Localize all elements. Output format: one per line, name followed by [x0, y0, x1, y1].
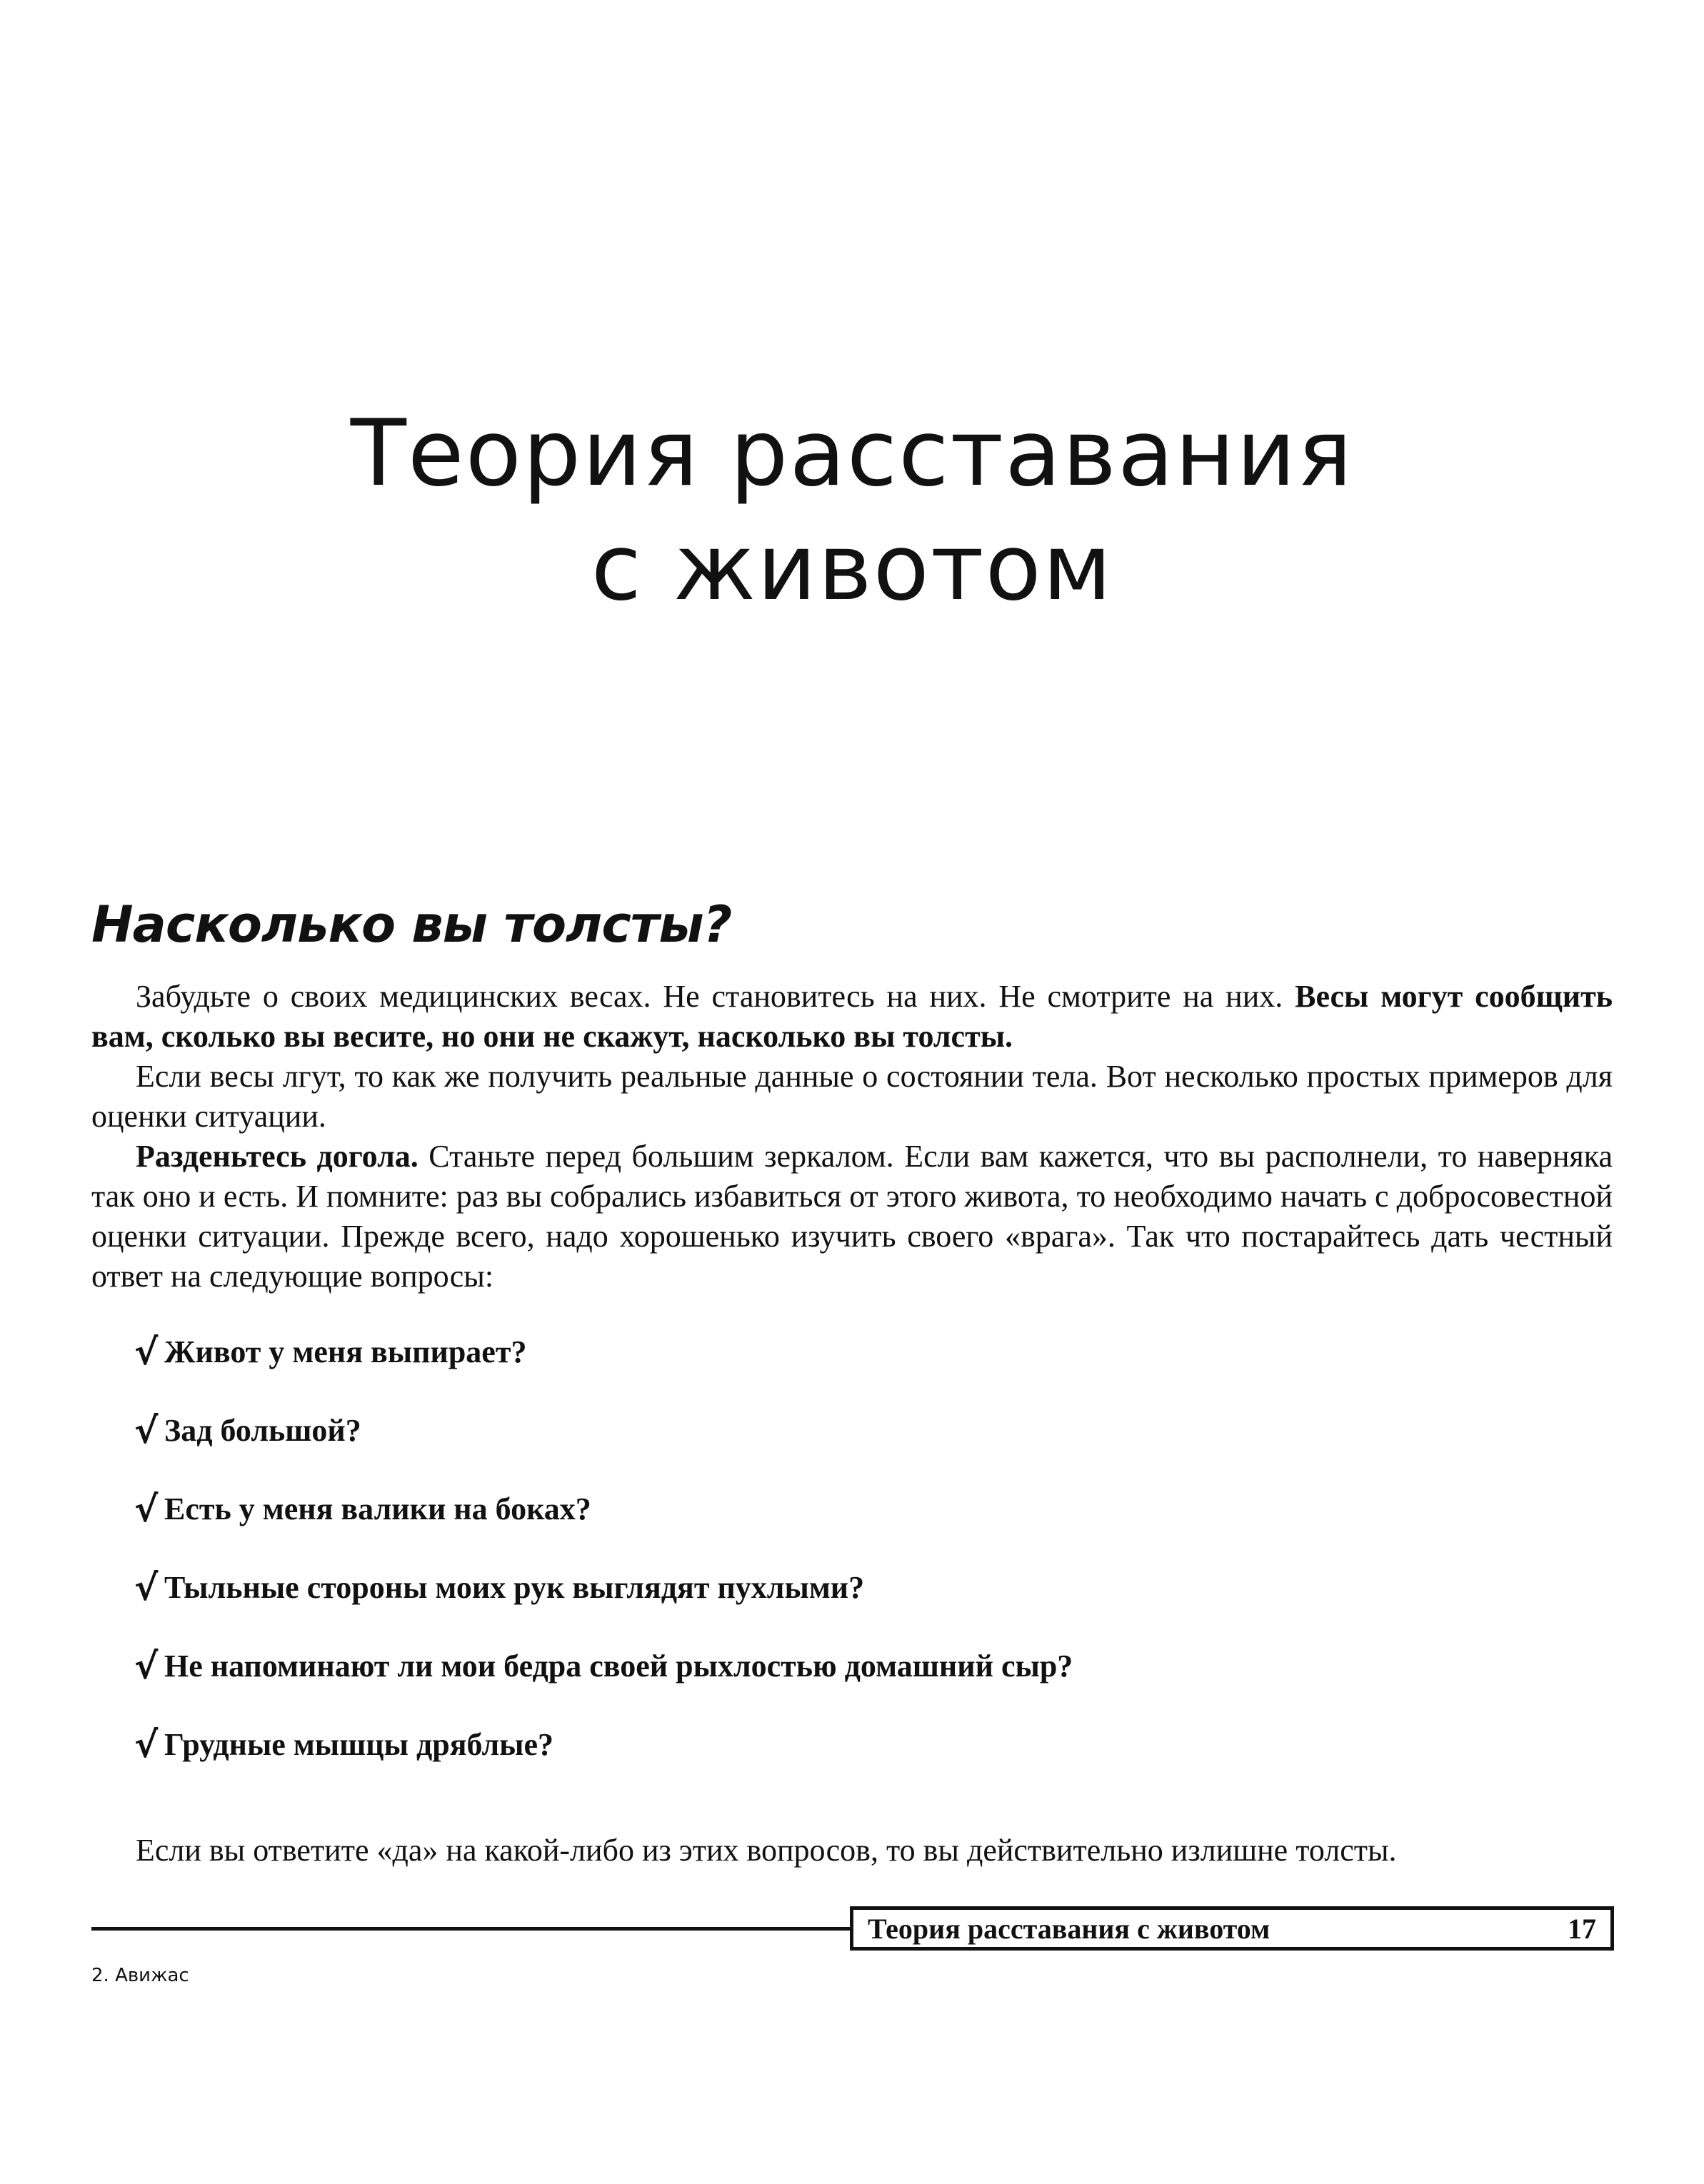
section-heading: Насколько вы толсты? [91, 895, 732, 955]
checkmark-icon: √ [134, 1332, 159, 1373]
paragraph-2: Если весы лгут, то как же получить реальные данные о состоянии тела. Вот несколько простых примеров для оценки ситуации. [91, 1059, 1613, 1134]
chapter-title [0, 397, 1704, 625]
checkmark-icon: √ [134, 1646, 159, 1687]
paragraph-1-text: Забудьте о своих медицинских весах. Не становитесь на них. Не смотрите на них. [136, 979, 1295, 1014]
list-item-text: Живот у меня выпирает? [164, 1334, 527, 1369]
checkmark-icon: √ [134, 1724, 159, 1766]
paragraph-3-text: Станьте перед большим зеркалом. Если вам кажется, что вы располнели, то наверняка так оно и есть. И помните: раз вы собрались избавиться от этого живота, то необходимо начать с добросовестной оценки ситуации. Прежде всего, надо хорошенько изучить своего «врага». Так что постарайтесь дать честный ответ на следующие вопросы: [91, 1139, 1613, 1294]
list-item [134, 1568, 1073, 1608]
running-title: Теория расставания с животом [868, 1912, 1271, 1945]
page-number: 17 [1568, 1912, 1596, 1945]
list-item [134, 1489, 1073, 1529]
checklist [134, 1332, 1073, 1803]
chapter-title-line-2: с животом [591, 514, 1113, 621]
conclusion-paragraph: Если вы ответите «да» на какой-либо из этих вопросов, то вы действительно излишне толсты. [136, 1833, 1397, 1868]
paragraph-1-bold: Весы могут сообщить вам, сколько вы весите, но они не скажут, насколько вы толсты. [91, 979, 1613, 1054]
list-item-text: Тыльные стороны моих рук выглядят пухлыми? [164, 1570, 865, 1605]
list-item [134, 1646, 1073, 1686]
chapter-title-line-1: Теория расставания [350, 400, 1354, 507]
footer-rule [91, 1927, 850, 1931]
list-item-text: Не напоминают ли мои бедра своей рыхлостью домашний сыр? [164, 1649, 1073, 1684]
list-item [134, 1411, 1073, 1451]
checkmark-icon: √ [134, 1567, 159, 1609]
list-item-text: Грудные мышцы дряблые? [164, 1727, 554, 1762]
list-item [134, 1725, 1073, 1765]
list-item [134, 1332, 1073, 1372]
paragraph-1 [91, 977, 1613, 1057]
paragraph-3 [91, 1137, 1613, 1297]
running-footer [850, 1906, 1614, 1951]
checkmark-icon: √ [134, 1489, 159, 1530]
checkmark-icon: √ [134, 1410, 159, 1451]
body-text [91, 977, 1613, 1297]
paragraph-3-bold: Разденьтесь догола. [136, 1139, 419, 1174]
list-item-text: Есть у меня валики на боках? [164, 1491, 591, 1526]
signature-mark: 2. Авижас [91, 1965, 189, 1986]
list-item-text: Зад большой? [164, 1413, 361, 1448]
